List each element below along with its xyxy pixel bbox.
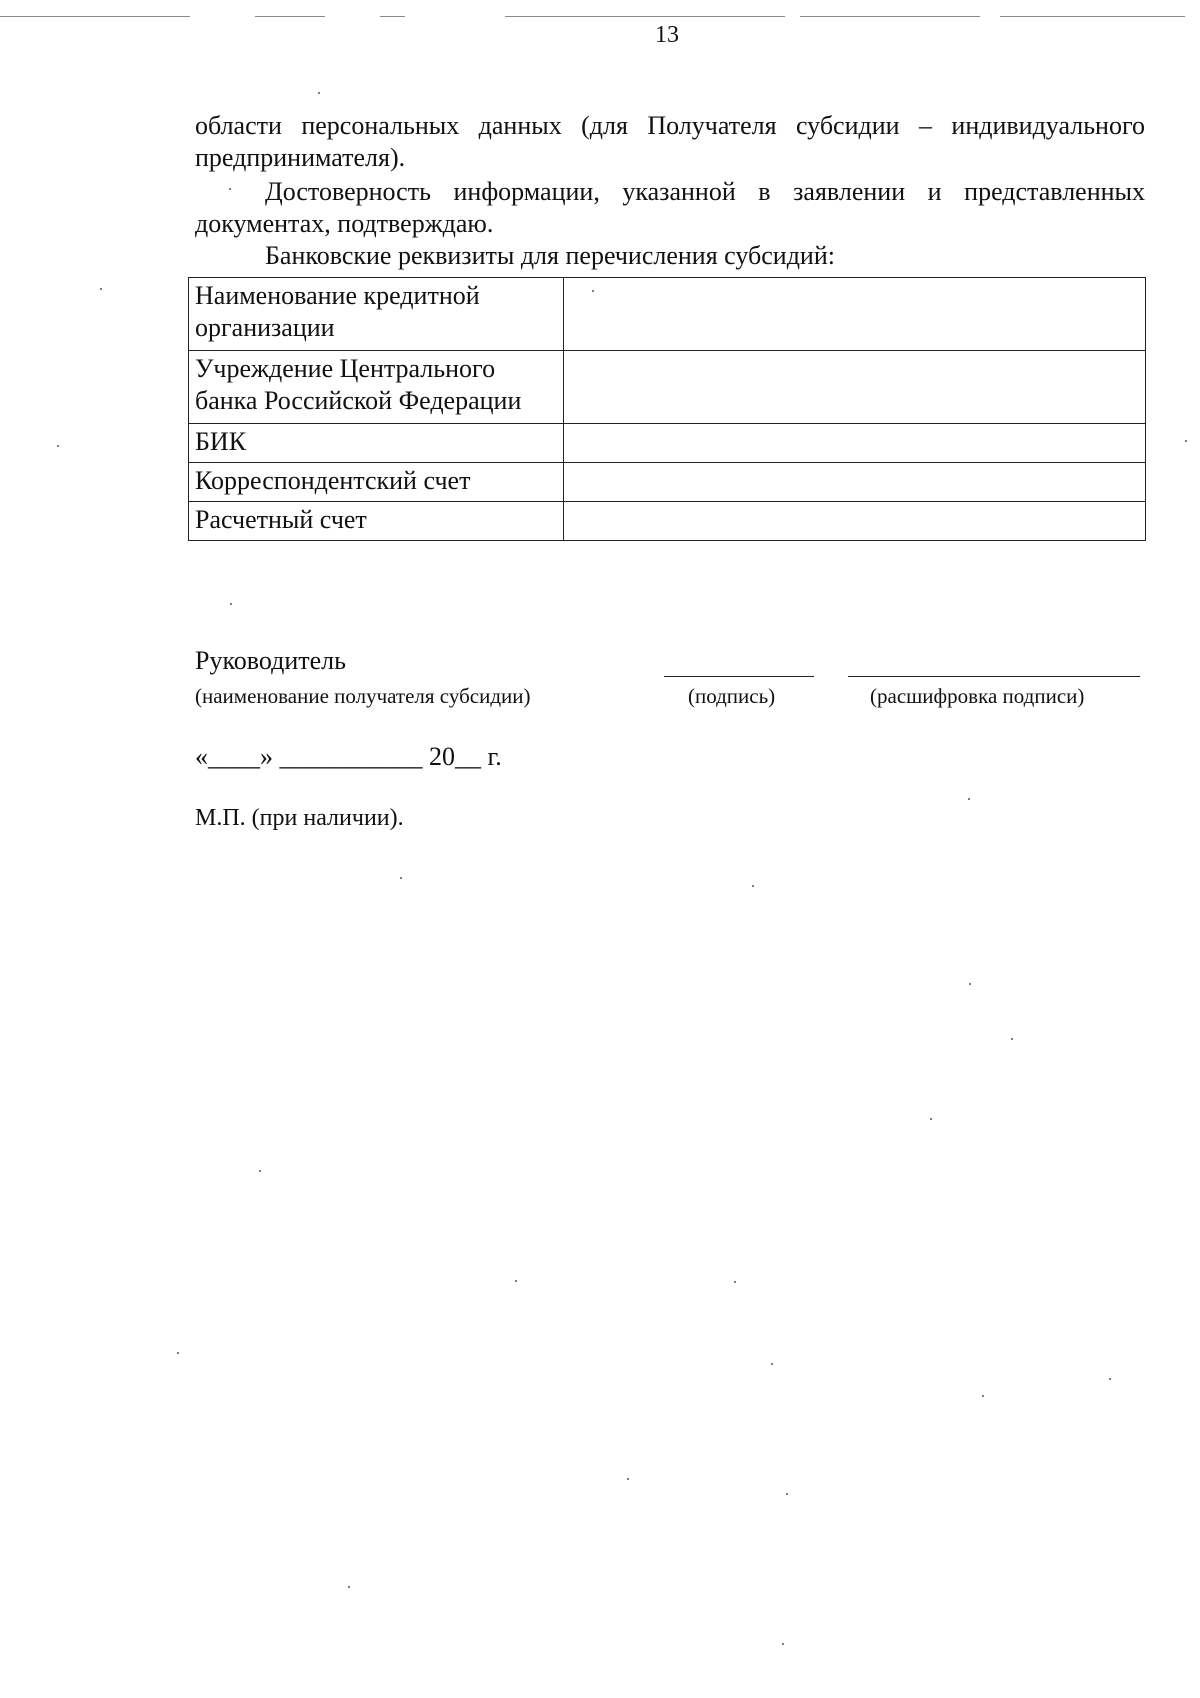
row-label-settlement-account: Расчетный счет [189,502,564,541]
scan-speck [1109,1378,1111,1380]
signature-decode-caption: (расшифровка подписи) [870,684,1085,708]
scan-speck [930,1118,932,1120]
scan-speck [57,445,59,447]
row-label-central-bank-institution: Учреждение Центрального банка Российской Федерации [189,351,564,424]
scan-speck [515,1280,517,1282]
paragraph-bank-details-heading: Банковские реквизиты для перечисления субсидий: [265,241,835,270]
scan-artifact-top [0,16,1200,22]
row-label-credit-organization: Наименование кредитной организации [189,278,564,351]
scan-speck [348,1586,350,1588]
row-value-central-bank-institution[interactable] [564,351,1146,424]
scan-speck [752,885,754,887]
signature-decode-line[interactable] [848,676,1140,677]
row-value-settlement-account[interactable] [564,502,1146,541]
scan-speck [786,1493,788,1495]
signature-line[interactable] [664,676,814,677]
scan-speck [982,1395,984,1397]
paragraph-personal-data: области персональных данных (для Получателя субсидии – индивидуального предпринимателя). [195,111,1145,172]
row-value-bik[interactable] [564,424,1146,463]
row-value-credit-organization[interactable] [564,278,1146,351]
table-row [189,424,1146,463]
paragraph-confirmation: Достоверность информации, указанной в заявлении и представленных документах, подтверждаю. [195,177,1145,238]
table-row [189,351,1146,424]
row-value-correspondent-account[interactable] [564,463,1146,502]
stamp-note: М.П. (при наличии). [195,805,404,831]
recipient-name-caption: (наименование получателя субсидии) [195,684,531,708]
signatory-title: Руководитель [195,646,346,675]
scan-speck [734,1281,736,1283]
scan-speck [771,1363,773,1365]
scan-speck [229,188,231,190]
scan-speck [100,288,102,290]
scan-speck [318,92,320,94]
scan-speck [230,603,232,605]
scan-speck [1011,1038,1013,1040]
row-label-bik: БИК [189,424,564,463]
signature-caption: (подпись) [688,684,776,708]
scan-speck [968,798,970,800]
row-label-correspondent-account: Корреспондентский счет [189,463,564,502]
scan-speck [782,1643,784,1645]
scan-speck [177,1352,179,1354]
scan-speck [627,1478,629,1480]
bank-details-table [188,277,1146,541]
scan-speck [592,290,594,292]
table-row [189,463,1146,502]
scan-speck [969,983,971,985]
table-row [189,502,1146,541]
page-number: 13 [655,22,679,48]
scan-speck [259,1170,261,1172]
date-line[interactable]: «____» ___________ 20__ г. [195,742,502,771]
scan-speck [1185,440,1187,442]
table-row [189,278,1146,351]
scan-speck [400,877,402,879]
